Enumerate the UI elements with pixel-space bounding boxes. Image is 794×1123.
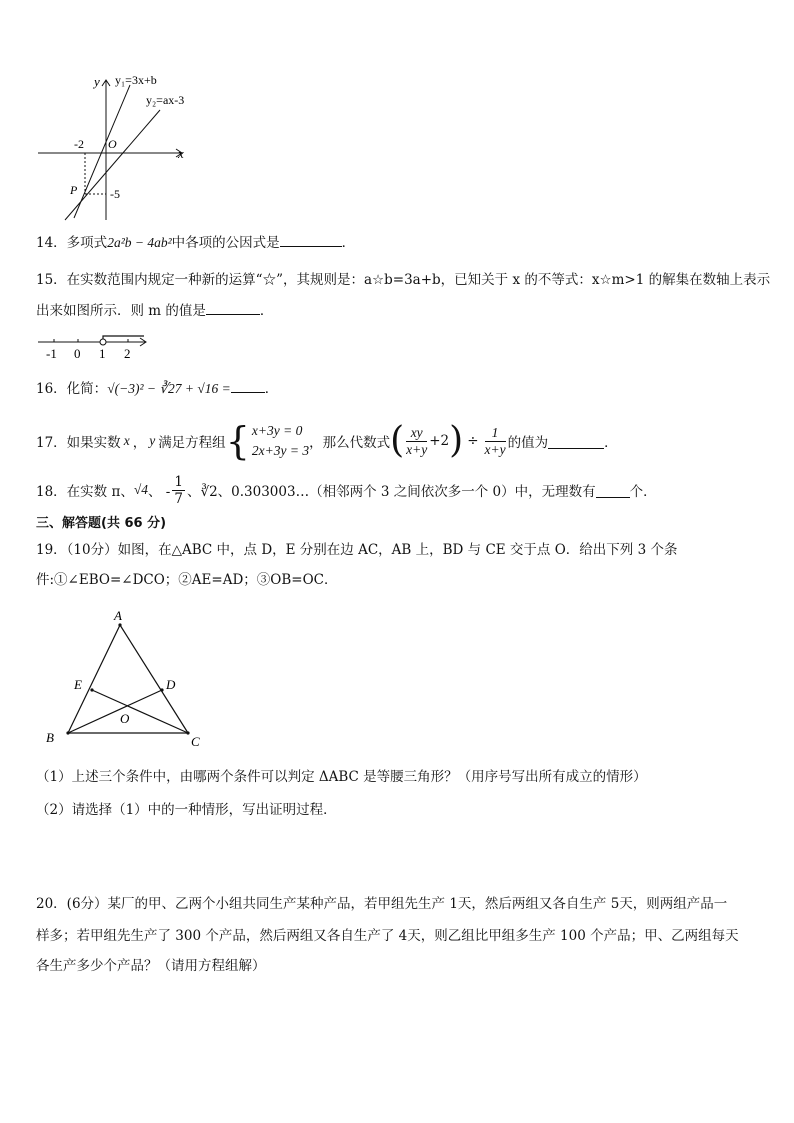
vertex-c [186, 731, 189, 734]
number-line-label: -1 [46, 346, 57, 361]
side-ac [120, 625, 188, 733]
q17-lparen: ( [390, 420, 405, 461]
vertex-b [66, 731, 69, 734]
q17-num: xy [406, 425, 427, 442]
question-18 [36, 470, 657, 510]
point-e [90, 688, 93, 691]
q17-eq1: x+3y = 0 [251, 423, 303, 438]
question-15-line1: 15．在实数范围内规定一种新的运算“☆”，其规则是：a☆b=3a+b，已知关于 x 的不等式：x☆m>1 的解集在数轴上表示 [36, 272, 771, 288]
line-y1 [74, 85, 130, 218]
q17-suffix: 的值为 [507, 435, 549, 451]
label-b: B [46, 730, 54, 745]
q17-sep: ， [132, 435, 147, 451]
label-d: D [166, 677, 176, 692]
q16-answer-blank[interactable] [231, 378, 265, 393]
question-19-sub2: （2）请选择（1）中的一种情形，写出证明过程． [36, 802, 337, 818]
q18-sqrt4: √4 [133, 482, 149, 497]
q18-den: 7 [174, 490, 183, 507]
q18-num: 1 [174, 473, 183, 490]
section-heading: 三、解答题(共 66 分) [36, 516, 167, 531]
q14-prefix: 14．多项式 [36, 235, 108, 251]
origin-label: O [108, 137, 117, 151]
q17-brace: { [225, 419, 250, 463]
number-line-label: 2 [124, 346, 131, 361]
q14-suffix: 中各项的公因式是 [171, 235, 280, 251]
vertex-a [118, 623, 121, 626]
label-a: A [114, 608, 122, 623]
q17-plus2: +2 [429, 433, 450, 449]
label-c: C [191, 734, 200, 749]
number-line [34, 330, 154, 362]
q17-prefix: 17．如果实数 [36, 435, 121, 451]
q14-answer-blank[interactable] [280, 232, 342, 247]
q18-answer-blank[interactable] [596, 483, 630, 498]
number-line-label: 1 [99, 346, 106, 361]
solution-ray [103, 336, 144, 342]
question-15-line2 [36, 300, 273, 321]
label-o: O [120, 711, 130, 726]
q17-den: x+y [406, 441, 428, 457]
x-axis-label: x [178, 146, 184, 161]
q18-rest: 、∛2、0.303003…（相邻两个 3 之间依次多一个 0）中，无理数有 [186, 484, 596, 500]
point-d [160, 688, 163, 691]
question-19-line1: 19．（10分）如图，在△ABC 中，点 D，E 分别在边 AC，AB 上，BD 与 CE 交于点 O．给出下列 3 个条 [36, 542, 678, 558]
label-e: E [74, 677, 82, 692]
y-axis-label: y [94, 74, 100, 89]
q17-answer-blank[interactable] [548, 434, 604, 449]
segment-bd [68, 690, 162, 733]
q17-system [252, 421, 309, 461]
q17-rparen: ) [449, 420, 464, 461]
q17-eq2: 2x+3y = 3 [251, 443, 310, 458]
q14-expression: 2a²b − 4ab² [107, 235, 172, 250]
q15-answer-blank[interactable] [206, 300, 260, 315]
q18-end: 个． [629, 484, 657, 500]
point-p-label: P [70, 183, 78, 197]
question-16 [36, 378, 278, 399]
line1-label: y₁=3x+b [115, 73, 157, 87]
q14-end: ． [341, 235, 356, 251]
question-19-line2: 件:①∠EBO=∠DCO；②AE=AD；③OB=OC． [36, 572, 338, 588]
q18-minus: 、 - [148, 484, 171, 500]
q17-den2: x+y [484, 441, 506, 457]
q17-fraction2 [485, 425, 506, 458]
question-17 [36, 418, 618, 464]
neg2-label: -2 [74, 137, 84, 151]
q15-line2-text: 出来如图所示．则 m 的值是 [36, 303, 206, 319]
q17-var-y: y [149, 433, 156, 448]
q18-fraction [172, 474, 185, 507]
q17-num2: 1 [485, 425, 506, 442]
open-point [100, 339, 106, 345]
q15-end: ． [259, 303, 274, 319]
triangle-figure [40, 605, 220, 755]
linear-graph-figure [30, 70, 200, 225]
q16-end: ． [264, 381, 279, 397]
question-20-line2: 样多；若甲组先生产了 300 个产品，然后两组又各自生产了 4天，则乙组比甲组多生产 100 个产品；甲、乙两组每天 [36, 928, 739, 944]
number-line-label: 0 [74, 346, 81, 361]
question-20-line3: 各生产多少个产品？（请用方程组解） [36, 958, 266, 974]
segment-ce [92, 690, 188, 733]
q17-fraction1 [406, 425, 427, 458]
question-14 [36, 232, 355, 253]
q16-prefix: 16．化简： [36, 381, 108, 397]
q17-mid2: ，那么代数式 [309, 435, 391, 451]
q17-end: ． [604, 435, 618, 451]
neg5-label: -5 [110, 187, 120, 201]
q17-div: ÷ [467, 433, 479, 449]
q16-expression: √(−3)² − ∛27 + √16 = [107, 381, 231, 396]
q17-mid: 满足方程组 [158, 435, 226, 451]
q18-prefix: 18．在实数 π、 [36, 484, 134, 500]
question-19-sub1: （1）上述三个条件中，由哪两个条件可以判定 ΔABC 是等腰三角形？（用序号写出所有成立的情形） [36, 769, 647, 785]
question-20-line1: 20．(6分）某厂的甲、乙两个小组共同生产某种产品，若甲组先生产 1天，然后两组又各自生产 5天，则两组产品一 [36, 896, 728, 912]
q17-var-x: x [123, 433, 130, 448]
line2-label: y₂=ax-3 [146, 93, 185, 107]
